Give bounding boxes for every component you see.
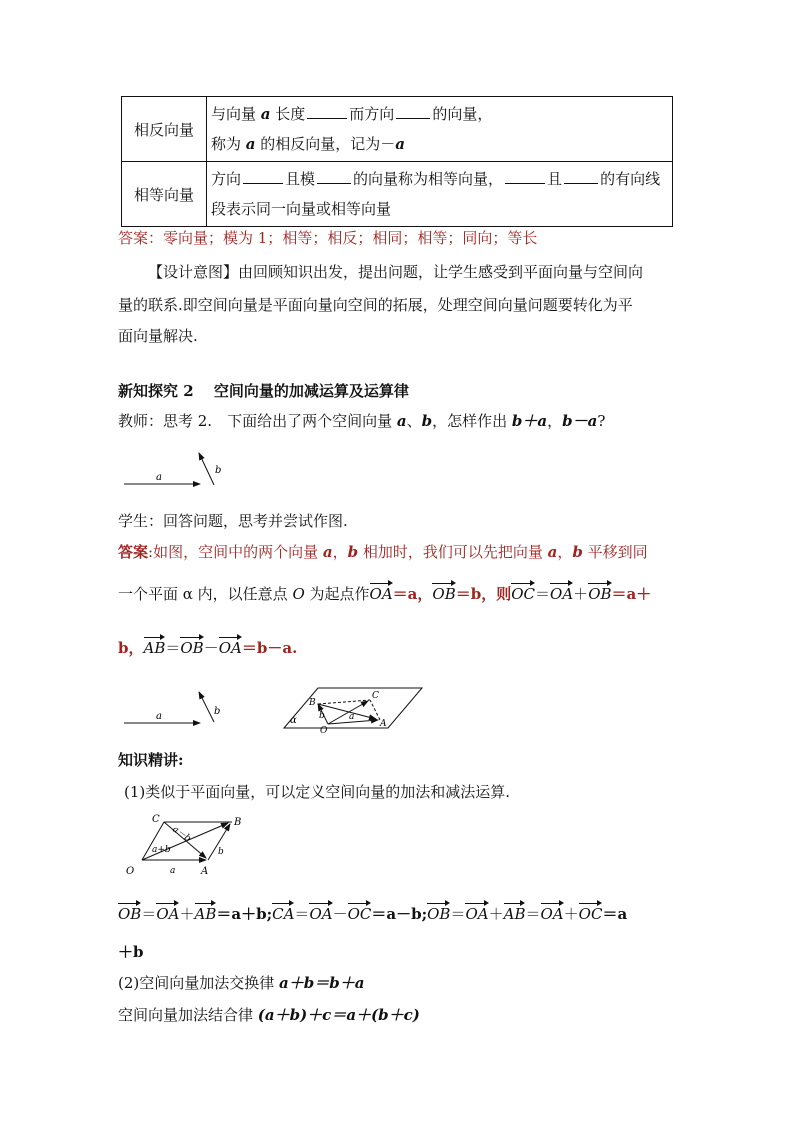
label-a-small: a — [349, 712, 355, 722]
row-content: 与向量 a 长度 而方向 的向量， 称为 a 的相反向量，记为－a — [207, 97, 673, 162]
formula-line2: ＋b — [118, 943, 144, 961]
label-b: b — [214, 706, 221, 717]
label-b-small: b — [319, 711, 325, 721]
label-a: a — [156, 472, 162, 483]
dashed-AC — [370, 700, 380, 720]
knowledge-point-3: 空间向量加法结合律 (a＋b)＋c＝a＋(b＋c) — [118, 1006, 420, 1024]
answer-2-line1: 答案:如图，空间中的两个向量 a，b 相加时，我们可以先把向量 a，b 平移到同 — [118, 543, 648, 561]
dashed-BC — [318, 700, 370, 704]
label-A: A — [380, 719, 387, 729]
row-content: 方向 且模 的向量称为相等向量， 且 的有向线 段表示同一向量或相等向量 — [207, 162, 673, 227]
knowledge-title: 知识精讲: — [118, 751, 184, 769]
table-row — [122, 97, 673, 162]
formula-line1: OB＝OA＋AB＝a＋b;CA＝OA－OC＝a－b;OB＝OA＋AB＝OA＋OC＝a — [118, 900, 627, 924]
vector-b-arrow — [199, 453, 214, 485]
row-head: 相等向量 — [122, 162, 207, 227]
label-C: C — [372, 691, 379, 701]
vector-b-arrow — [199, 692, 214, 722]
label-C: C — [152, 814, 160, 825]
section-title: 新知探究 2 空间向量的加减运算及运算律 — [118, 382, 409, 400]
label-O: O — [320, 726, 328, 734]
design-intent-line2: 量的联系.即空间向量是平面向量向空间的拓展，处理空间向量问题要转化为平 — [118, 296, 633, 314]
label-alpha: α — [290, 715, 297, 726]
label-a: a — [156, 711, 162, 722]
label-a: a — [170, 866, 176, 876]
design-intent-line3: 面向量解决. — [118, 327, 198, 345]
label-b: b — [215, 465, 222, 476]
label-b: b — [218, 847, 224, 857]
answer-2-line3: b，AB＝OB－OA＝b－a. — [118, 634, 297, 658]
vector-OC — [328, 701, 368, 724]
table-row — [122, 162, 673, 227]
knowledge-point-1: (1)类似于平面向量，可以定义空间向量的加法和减法运算. — [124, 783, 511, 801]
answer-1: 答案：零向量；模为 1；相等；相反；相同；相等；同向；等长 — [118, 229, 538, 247]
knowledge-point-2: (2)空间向量加法交换律 a＋b＝b＋a — [118, 974, 365, 992]
label-O: O — [126, 866, 135, 877]
row-head: 相反向量 — [122, 97, 207, 162]
label-B: B — [234, 817, 242, 828]
design-intent-line1: 【设计意图】由回顾知识出发，提出问题，让学生感受到平面向量与空间向 — [148, 263, 644, 281]
vector-definition-table — [121, 96, 673, 227]
label-a-plus-b: a+b — [152, 845, 171, 855]
student-response: 学生：回答问题，思考并尝试作图. — [118, 512, 348, 530]
label-A: A — [201, 866, 209, 877]
vectors-figure — [118, 445, 228, 490]
teacher-question: 教师：思考 2. 下面给出了两个空间向量 a、b，怎样作出 b＋a，b－a? — [118, 412, 606, 430]
parallelogram-figure — [118, 810, 258, 880]
label-a-minus-b: a－b — [170, 824, 193, 845]
label-B: B — [309, 698, 316, 708]
vector-BA — [318, 704, 376, 719]
addition-figure — [118, 684, 428, 734]
answer-2-line2: 一个平面 α 内，以任意点 O 为起点作OA＝a，OB＝b，则OC＝OA＋OB＝a＋ — [118, 580, 651, 604]
